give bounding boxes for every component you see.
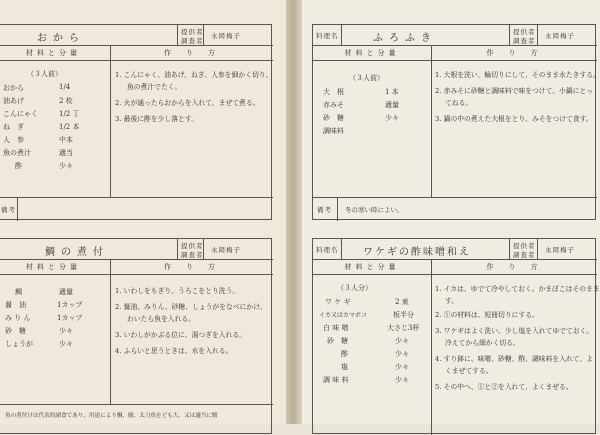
method-step: 3. ワケギはよく洗い、少し塩を入れてゆでておく。 bbox=[435, 327, 594, 335]
ingredient-name: 大 根 bbox=[323, 88, 344, 96]
ingredient-name: み り ん bbox=[5, 314, 31, 322]
method-step: 1. イカは、ゆでて冷やしておく。かまぼこはそのまま bbox=[435, 285, 600, 293]
method-step: 2. 赤みそに砂糖と調味料で味をつけて、小鍋にとっ bbox=[435, 87, 593, 95]
provider-label: 提供者 bbox=[513, 242, 536, 250]
ingredient-amount: 板半分 bbox=[393, 311, 414, 319]
ingredient-amount: 1カップ bbox=[57, 314, 83, 322]
ingredient-amount: 少々 bbox=[395, 337, 409, 345]
ingredient-amount: 1 本 bbox=[385, 88, 399, 96]
method-step: 4. すり鉢に、味噌、砂糖、酢、調味料を入れて、よ bbox=[435, 355, 594, 363]
ingredient-name: 赤みそ bbox=[323, 101, 344, 109]
ingredients-header: 材料と分量 bbox=[26, 263, 81, 271]
method-header: 作 り 方 bbox=[164, 49, 219, 57]
method-step: す。 bbox=[445, 297, 459, 305]
ingredient-name: 醤 油 bbox=[5, 301, 26, 309]
ingredient-amount: 2 枚 bbox=[59, 97, 73, 105]
ingredients-header: 材料と分量 bbox=[26, 49, 81, 57]
notes-text: 魚の煮付けは代表的副食であり、用途により鯛、鯖、太刀魚をども大、又は適当に鯖 bbox=[5, 413, 218, 419]
method-step: てねる。 bbox=[445, 99, 473, 107]
ingredient-amount: 中本 bbox=[59, 136, 73, 144]
ingredient-amount: 少々 bbox=[59, 340, 73, 348]
method-step: 魚の煮汁でたく。 bbox=[127, 83, 182, 91]
ingredient-amount: 少々 bbox=[395, 350, 409, 358]
investigator-label: 調査者 bbox=[181, 251, 204, 259]
ingredient-name: ワ ケ ギ bbox=[325, 298, 351, 306]
ingredient-name: 調 味 料 bbox=[323, 376, 349, 384]
person-name: 永岡梅子 bbox=[545, 32, 575, 40]
recipe-card-wakegi bbox=[312, 238, 600, 434]
ingredient-name: おから bbox=[3, 84, 24, 92]
method-header: 作 り 方 bbox=[164, 263, 219, 271]
method-step: 3. いわしがかぶる位に、湯つぎを入れる。 bbox=[115, 331, 246, 339]
ingredient-name: 魚の煮汁 bbox=[3, 149, 31, 157]
method-step: 3. 鍋の中の煮えた大根をとり、みそをつけて食す。 bbox=[435, 115, 593, 123]
ingredient-name: 酢 bbox=[15, 162, 22, 170]
ingredient-name: 白 味 噌 bbox=[323, 324, 349, 332]
ingredient-amount: 適当 bbox=[59, 149, 73, 157]
method-step: 1. 大根を洗い、輪切りにして、そのまま水たきする。 bbox=[435, 71, 600, 79]
ingredient-amount: 2 束 bbox=[395, 298, 409, 306]
method-step: 2. 醤油、みりん、砂糖、しょうがをなべにかけ、 bbox=[115, 303, 267, 311]
method-step: わいたら魚を入れる。 bbox=[127, 315, 195, 323]
method-step: 1. こんにゃく、油あげ、ねぎ、人参を細かく切り、 bbox=[115, 71, 273, 79]
recipe-card-nizakana bbox=[0, 238, 272, 434]
ingredient-name: 調味料 bbox=[323, 127, 344, 135]
method-step: 冷えてから細かく切る。 bbox=[445, 339, 520, 347]
notes-label: 備考 bbox=[317, 206, 332, 214]
method-step: 5. その中へ、①と②を入れて、よくまぜる。 bbox=[435, 383, 573, 391]
ingredient-amount: 適量 bbox=[385, 101, 399, 109]
ingredient-amount: 1/2 丁 bbox=[59, 110, 80, 118]
ingredient-name: 砂 糖 bbox=[327, 337, 348, 345]
provider-label: 提供者 bbox=[181, 242, 204, 250]
method-step: 3. 最後に酢を少し落とす。 bbox=[115, 115, 198, 123]
ingredient-name: 砂 糖 bbox=[323, 114, 344, 122]
recipe-card-okara bbox=[0, 24, 272, 220]
investigator-label: 調査者 bbox=[513, 251, 536, 259]
dish-name-label: 料理名 bbox=[316, 246, 339, 254]
recipe-card-furofuki bbox=[312, 24, 600, 220]
ingredient-name: ね ぎ bbox=[3, 123, 24, 131]
ingredient-amount: 少々 bbox=[395, 376, 409, 384]
ingredient-name: 油あげ bbox=[3, 97, 24, 105]
ingredient-name: 鯛 bbox=[15, 288, 22, 296]
method-step: くまぜてする。 bbox=[445, 367, 493, 375]
card-title: ふろふき bbox=[373, 33, 437, 44]
ingredient-amount: 1/2 本 bbox=[59, 123, 80, 131]
method-step: 1. いわしをもぎり、うろこをとり洗う。 bbox=[115, 287, 240, 295]
ingredient-name: こんにゃく bbox=[3, 110, 38, 118]
ingredient-amount: 少々 bbox=[59, 162, 73, 170]
method-step: 2. 火が通ったらおからを入れて、まぜて煮る。 bbox=[115, 99, 260, 107]
notes-label: 備考 bbox=[1, 206, 16, 214]
ingredient-name: 塩 bbox=[341, 363, 348, 371]
ingredient-amount: 適量 bbox=[59, 288, 73, 296]
provider-label: 提供者 bbox=[513, 28, 536, 36]
ingredient-amount: 大さじ3杯 bbox=[387, 324, 420, 332]
ingredient-name: 酢 bbox=[341, 350, 348, 358]
card-title: 鯛の煮付 bbox=[45, 247, 109, 258]
ingredient-amount: 少々 bbox=[385, 114, 399, 122]
ingredients-header: 材料と分量 bbox=[344, 49, 400, 57]
servings: （３人分） bbox=[337, 284, 372, 292]
book-gutter bbox=[286, 0, 302, 424]
card-title: ワケギの酢味噌和え bbox=[363, 247, 471, 258]
person-name: 永岡梅子 bbox=[211, 32, 241, 40]
ingredient-name: しょうが bbox=[5, 340, 33, 348]
ingredient-amount: 1カップ bbox=[57, 301, 83, 309]
ingredient-amount: 1/4 bbox=[59, 83, 71, 91]
card-title: おから bbox=[37, 33, 85, 44]
ingredient-amount: 少々 bbox=[59, 327, 73, 335]
provider-label: 提供者 bbox=[181, 28, 204, 36]
method-step: 2. ①の材料は、短冊切りにする。 bbox=[435, 311, 539, 319]
dish-name-label: 料理名 bbox=[316, 32, 339, 40]
servings: （３人前） bbox=[349, 74, 384, 82]
investigator-label: 調査者 bbox=[513, 37, 536, 45]
person-name: 永岡梅子 bbox=[211, 246, 241, 254]
method-header: 作 り 方 bbox=[486, 263, 542, 271]
method-step: 4. ふらいと思うときは、水を入れる。 bbox=[115, 347, 233, 355]
ingredient-amount: 少々 bbox=[395, 363, 409, 371]
method-header: 作 り 方 bbox=[486, 49, 542, 57]
investigator-label: 調査者 bbox=[181, 37, 204, 45]
ingredients-header: 材料と分量 bbox=[344, 263, 400, 271]
notes-text: 冬の寒い時によい。 bbox=[345, 206, 404, 214]
person-name: 永岡梅子 bbox=[545, 246, 575, 254]
servings: （３人前） bbox=[27, 70, 62, 78]
ingredient-name: 人 参 bbox=[3, 136, 24, 144]
ingredient-name: イカ又はカマボコ bbox=[319, 312, 367, 319]
ingredient-name: 砂 糖 bbox=[5, 327, 26, 335]
